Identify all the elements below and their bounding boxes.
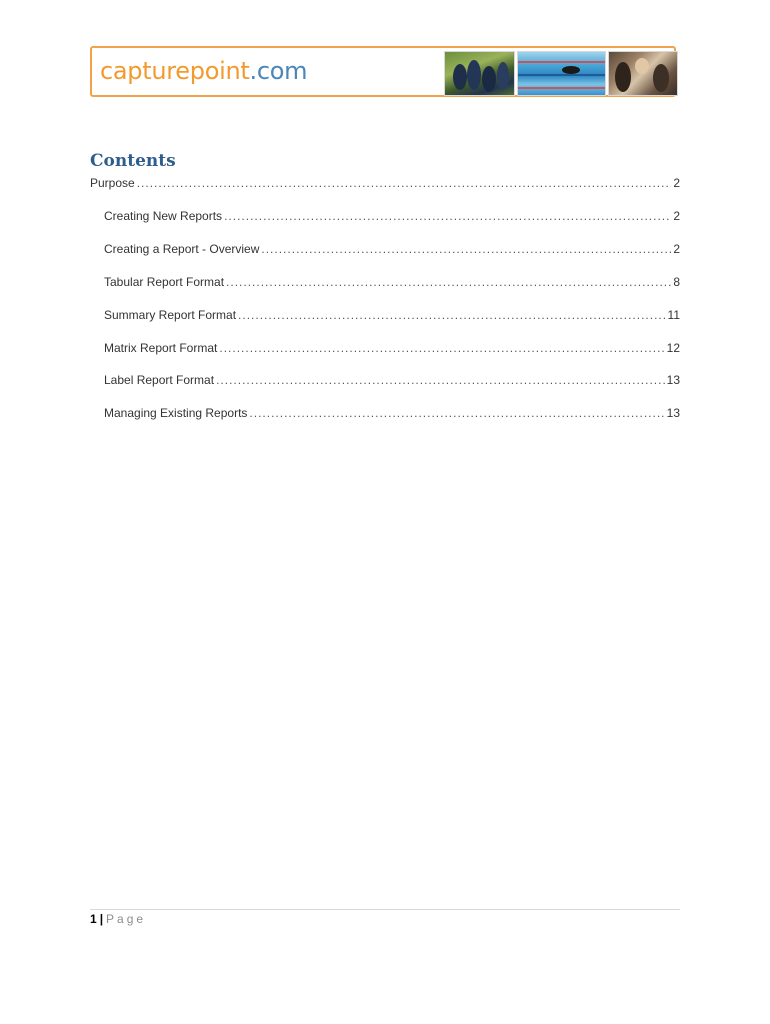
- logo-dotcom-text: .com: [249, 57, 308, 85]
- footer-separator: |: [99, 912, 104, 926]
- contents-heading: Contents: [90, 151, 176, 171]
- toc-entry-page: 2: [673, 176, 680, 190]
- toc-entry-title: Managing Existing Reports: [104, 406, 248, 420]
- toc-entry-creating-new-reports[interactable]: [104, 209, 680, 227]
- toc-entry-title: Creating a Report - Overview: [104, 242, 260, 256]
- toc-entry-label-report-format[interactable]: [104, 373, 680, 391]
- toc-entry-page: 12: [666, 341, 680, 355]
- toc-entry-managing-existing-reports[interactable]: [104, 406, 680, 424]
- toc-leader-dots: [249, 406, 664, 420]
- toc-entry-summary-report-format[interactable]: [104, 308, 680, 326]
- toc-leader-dots: [238, 308, 666, 322]
- toc-entry-title: Matrix Report Format: [104, 341, 218, 355]
- toc-entry-title: Purpose: [90, 176, 135, 190]
- toc-entry-page: 11: [667, 308, 680, 322]
- toc-entry-page: 2: [673, 242, 680, 256]
- toc-leader-dots: [226, 275, 671, 289]
- header-banner: [90, 46, 676, 97]
- logo-capture-text: capture: [100, 57, 190, 85]
- toc-leader-dots: [261, 242, 671, 256]
- capturepoint-logo: [100, 56, 307, 86]
- swimmer-photo-icon: [517, 51, 606, 96]
- footer-page-number: 1: [90, 912, 97, 926]
- footer-page-label: Page: [106, 912, 147, 926]
- toc-leader-dots: [137, 176, 672, 190]
- toc-entry-title: Creating New Reports: [104, 209, 223, 223]
- toc-leader-dots: [224, 209, 671, 223]
- toc-leader-dots: [219, 341, 664, 355]
- toc-entry-title: Summary Report Format: [104, 308, 237, 322]
- toc-entry-page: 2: [673, 209, 680, 223]
- toc-entry-purpose[interactable]: [90, 176, 680, 194]
- toc-entry-title: Label Report Format: [104, 373, 215, 387]
- baseball-team-photo-icon: [444, 51, 515, 96]
- toc-entry-creating-report-overview[interactable]: [104, 242, 680, 260]
- toc-entry-tabular-report-format[interactable]: [104, 275, 680, 293]
- toc-entry-page: 8: [673, 275, 680, 289]
- toc-leader-dots: [216, 373, 665, 387]
- toc-entry-matrix-report-format[interactable]: [104, 341, 680, 359]
- toc-entry-page: 13: [666, 406, 680, 420]
- page-footer: [90, 912, 146, 926]
- logo-point-text: point: [189, 57, 250, 85]
- footer-divider: [90, 909, 680, 910]
- toc-entry-page: 13: [666, 373, 680, 387]
- office-meeting-photo-icon: [608, 51, 678, 96]
- toc-entry-title: Tabular Report Format: [104, 275, 225, 289]
